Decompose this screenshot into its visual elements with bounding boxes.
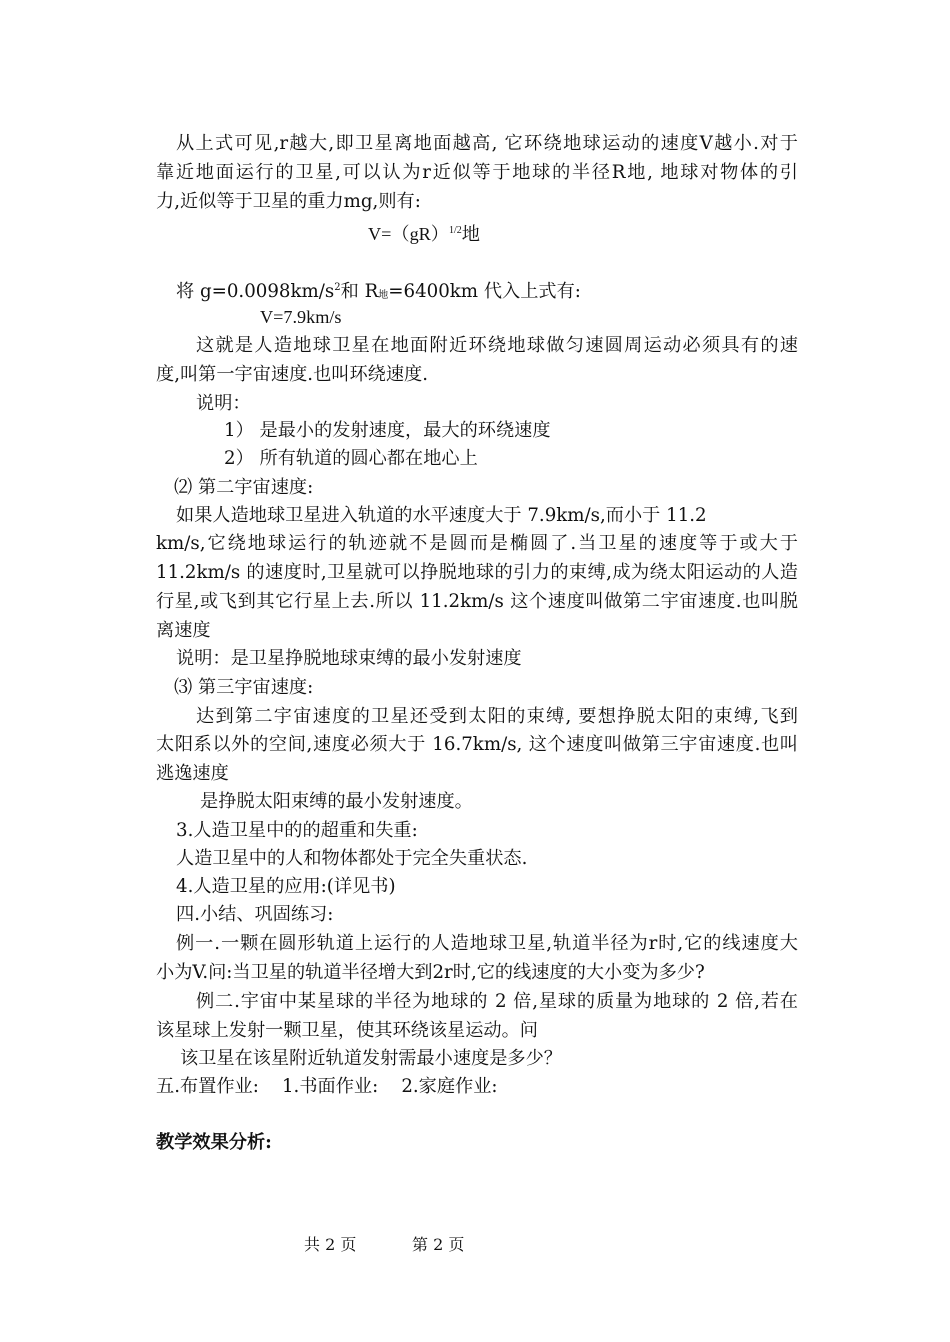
paragraph-line: 11.2km/s 的速度时,卫星就可以挣脱地球的引力的束缚,成为绕太阳运动的人造	[156, 562, 798, 583]
paragraph-line: 从上式可见,r越大,即卫星离地面越高, 它环绕地球运动的速度V越小.对于	[176, 133, 798, 154]
example-line: 例二.宇宙中某星球的半径为地球的 2 倍,星球的质量为地球的 2 倍,若在	[196, 991, 798, 1012]
paragraph-line: 行星,或飞到其它行星上去.所以 11.2km/s 这个速度叫做第二宇宙速度.也叫脱	[156, 591, 798, 612]
paragraph-line: 靠近地面运行的卫星,可以认为r近似等于地球的半径R地, 地球对物体的引	[156, 162, 798, 183]
section-heading: ⑶ 第三宇宙速度:	[174, 677, 314, 698]
paragraph-line: 离速度	[156, 620, 211, 641]
example-line: 该星球上发射一颗卫星，使其环绕该星运动。问	[156, 1020, 538, 1041]
paragraph-line: 太阳系以外的空间,速度必须大于 16.7km/s, 这个速度叫做第三宇宙速度.也叫	[156, 734, 798, 755]
section-heading: 四.小结、巩固练习:	[176, 904, 334, 925]
section-heading: 4.人造卫星的应用:(详见书)	[176, 876, 396, 897]
homework-line: 五.布置作业: 1.书面作业: 2.家庭作业:	[156, 1076, 498, 1097]
example-line: 例一.一颗在圆形轨道上运行的人造地球卫星,轨道半径为r时,它的线速度大	[176, 933, 798, 954]
paragraph-line: km/s,它绕地球运行的轨迹就不是圆而是椭圆了.当卫星的速度等于或大于	[156, 533, 798, 554]
paragraph-line: 度,叫第一宇宙速度.也叫环绕速度.	[156, 364, 428, 385]
paragraph-line: 人造卫星中的人和物体都处于完全失重状态.	[176, 848, 528, 869]
formula-first-speed: V=（gR）$^{1/2}$地	[368, 224, 480, 244]
formula-result: V=7.9km/s	[260, 307, 342, 327]
note-line: 是挣脱太阳束缚的最小发射速度。	[200, 791, 473, 812]
note-line: 说明：是卫星挣脱地球束缚的最小发射速度	[176, 648, 522, 669]
note-label: 说明：	[196, 393, 251, 414]
page-number: 第 2 页	[412, 1235, 465, 1254]
example-line: 小为V.问:当卫星的轨道半径增大到2r时,它的线速度的大小变为多少?	[156, 962, 705, 983]
note-item: 1） 是最小的发射速度，最大的环绕速度	[224, 420, 551, 441]
paragraph-line: 力,近似等于卫星的重力mg,则有:	[156, 191, 421, 212]
paragraph-line: 这就是人造地球卫星在地面附近环绕地球做匀速圆周运动必须具有的速	[196, 335, 798, 356]
paragraph-line: 达到第二宇宙速度的卫星还受到太阳的束缚, 要想挣脱太阳的束缚,飞到	[196, 706, 798, 727]
section-heading: ⑵ 第二宇宙速度:	[174, 477, 314, 498]
example-line: 该卫星在该星附近轨道发射需最小速度是多少？	[180, 1048, 562, 1069]
substitution-line: 将 $g=0.0098km/s^2$和 $R_地=6400km$ 代入上式有:	[176, 281, 581, 302]
note-item: 2） 所有轨道的圆心都在地心上	[224, 448, 478, 469]
paragraph-line: 逃逸速度	[156, 763, 229, 784]
analysis-heading: 教学效果分析:	[156, 1132, 272, 1153]
section-heading: 3.人造卫星中的的超重和失重:	[176, 820, 418, 841]
page-total: 共 2 页	[304, 1235, 357, 1254]
paragraph-line: 如果人造地球卫星进入轨道的水平速度大于 7.9km/s,而小于 11.2	[176, 505, 707, 526]
